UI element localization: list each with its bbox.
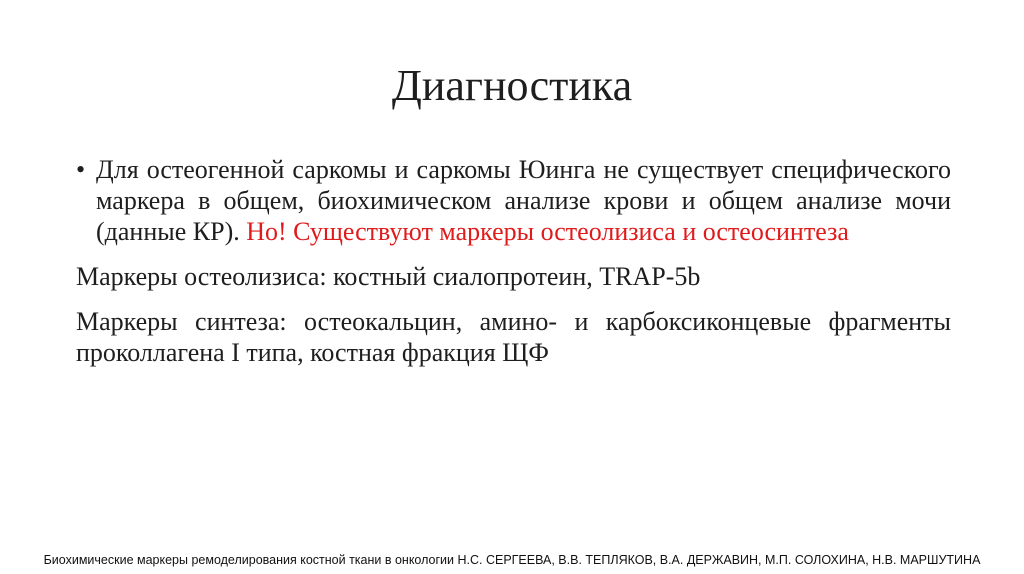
slide-content <box>76 154 951 382</box>
bullet-accent-text: Но! Существуют маркеры остеолизиса и остеосинтеза <box>239 217 849 246</box>
synthesis-markers-paragraph: Маркеры синтеза: остеокальцин, амино- и карбоксиконцевые фрагменты проколлагена I типа, костная фракция ЩФ <box>76 307 951 367</box>
footer-citation: Биохимические маркеры ремоделирования костной ткани в онкологии Н.С. СЕРГЕЕВА, В.В. ТЕПЛЯКОВ, В.А. ДЕРЖАВИН, М.П. СОЛОХИНА, Н.В. МАРШУТИНА <box>43 553 981 567</box>
slide-title: Диагностика <box>391 61 633 110</box>
bullet-item <box>76 154 951 247</box>
osteolysis-markers-paragraph: Маркеры остеолизиса: костный сиалопротеин, TRAP-5b <box>76 262 701 291</box>
bullet-marker: • <box>76 155 86 184</box>
bullet-text: Для остеогенной саркомы и саркомы Юинга не существует специфического маркера в общем, биохимическом анализе крови и общем анализе мочи (данные КР). <box>96 155 951 246</box>
